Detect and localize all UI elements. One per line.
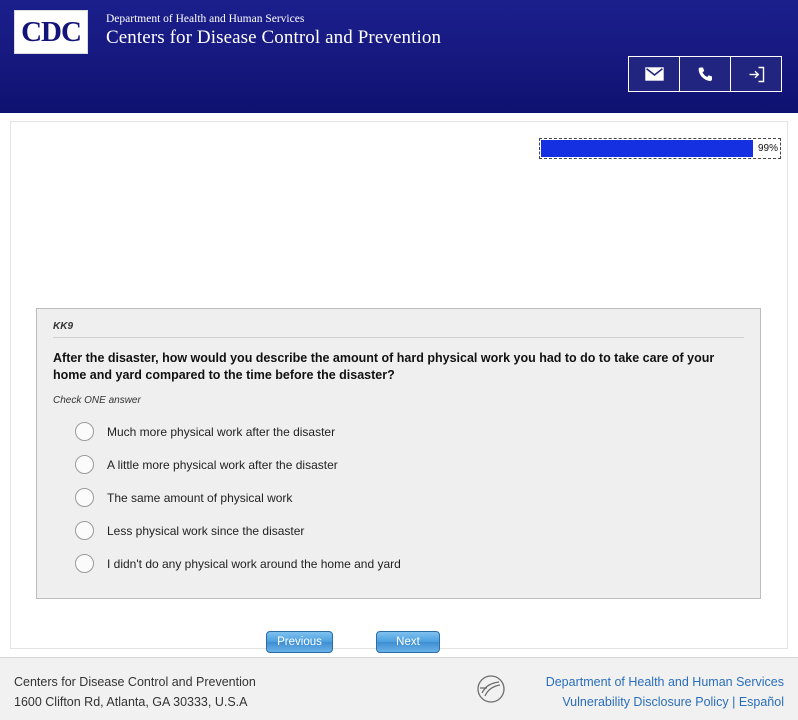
- phone-button[interactable]: [680, 56, 731, 92]
- radio-button-icon[interactable]: [75, 455, 94, 474]
- footer-org-line-2: 1600 Clifton Rd, Atlanta, GA 30333, U.S.A: [14, 695, 248, 709]
- question-instruction: Check ONE answer: [53, 395, 141, 406]
- previous-button[interactable]: Previous: [266, 631, 333, 653]
- answer-option[interactable]: [53, 514, 744, 547]
- answer-option-label: Much more physical work after the disaster: [107, 424, 336, 439]
- cdc-logo-text: CDC: [21, 15, 81, 48]
- answer-option[interactable]: [53, 415, 744, 448]
- header-brand: [0, 0, 798, 54]
- mail-button[interactable]: [628, 56, 680, 92]
- footer-link-separator: |: [732, 695, 736, 709]
- question-id: KK9: [53, 321, 744, 338]
- site-header: [0, 0, 798, 113]
- footer-org-line-1: Centers for Disease Control and Prevention: [14, 675, 256, 689]
- footer-link-espanol[interactable]: Español: [738, 695, 784, 709]
- login-icon: [748, 66, 765, 83]
- phone-icon: [697, 66, 714, 83]
- answer-option[interactable]: [53, 448, 744, 481]
- answer-option-label: The same amount of physical work: [107, 490, 293, 505]
- footer-links: [546, 672, 784, 712]
- footer-link-row-2: [546, 692, 784, 712]
- radio-button-icon[interactable]: [75, 554, 94, 573]
- cdc-logo[interactable]: [14, 10, 88, 54]
- site-footer: [0, 658, 798, 720]
- next-button[interactable]: Next: [376, 631, 440, 653]
- footer-address: [14, 672, 256, 712]
- navigation-buttons: [11, 631, 787, 655]
- answer-option-label: I didn't do any physical work around the home and yard: [107, 556, 401, 571]
- login-button[interactable]: [731, 56, 782, 92]
- radio-button-icon[interactable]: [75, 521, 94, 540]
- progress-bar: [539, 138, 781, 159]
- cdc-agency-line: Centers for Disease Control and Prevention: [106, 27, 442, 48]
- question-card: [36, 308, 761, 599]
- mail-icon: [645, 67, 664, 81]
- answer-option-label: Less physical work since the disaster: [107, 523, 305, 538]
- survey-content-frame: [10, 121, 788, 649]
- question-text: After the disaster, how would you describe the amount of hard physical work you had to do to take care of your home and yard compared to the time before the disaster?: [53, 351, 715, 382]
- answer-option-label: A little more physical work after the disaster: [107, 457, 338, 472]
- radio-button-icon[interactable]: [75, 422, 94, 441]
- footer-link-hhs[interactable]: Department of Health and Human Services: [545, 675, 784, 689]
- hhs-seal-icon: [474, 672, 508, 706]
- answer-option[interactable]: [53, 481, 744, 514]
- header-titles: [106, 10, 441, 50]
- answer-option[interactable]: [53, 547, 744, 580]
- header-action-buttons: [628, 56, 782, 92]
- footer-link-vulnerability-disclosure-policy[interactable]: Vulnerability Disclosure Policy: [562, 695, 729, 709]
- progress-bar-fill: [541, 140, 753, 157]
- hhs-department-line: Department of Health and Human Services: [106, 13, 305, 25]
- radio-button-icon[interactable]: [75, 488, 94, 507]
- footer-link-row-1: [546, 672, 784, 692]
- progress-percent-label: 99%: [757, 143, 778, 154]
- answer-options: [53, 415, 744, 580]
- page-body: [0, 113, 798, 658]
